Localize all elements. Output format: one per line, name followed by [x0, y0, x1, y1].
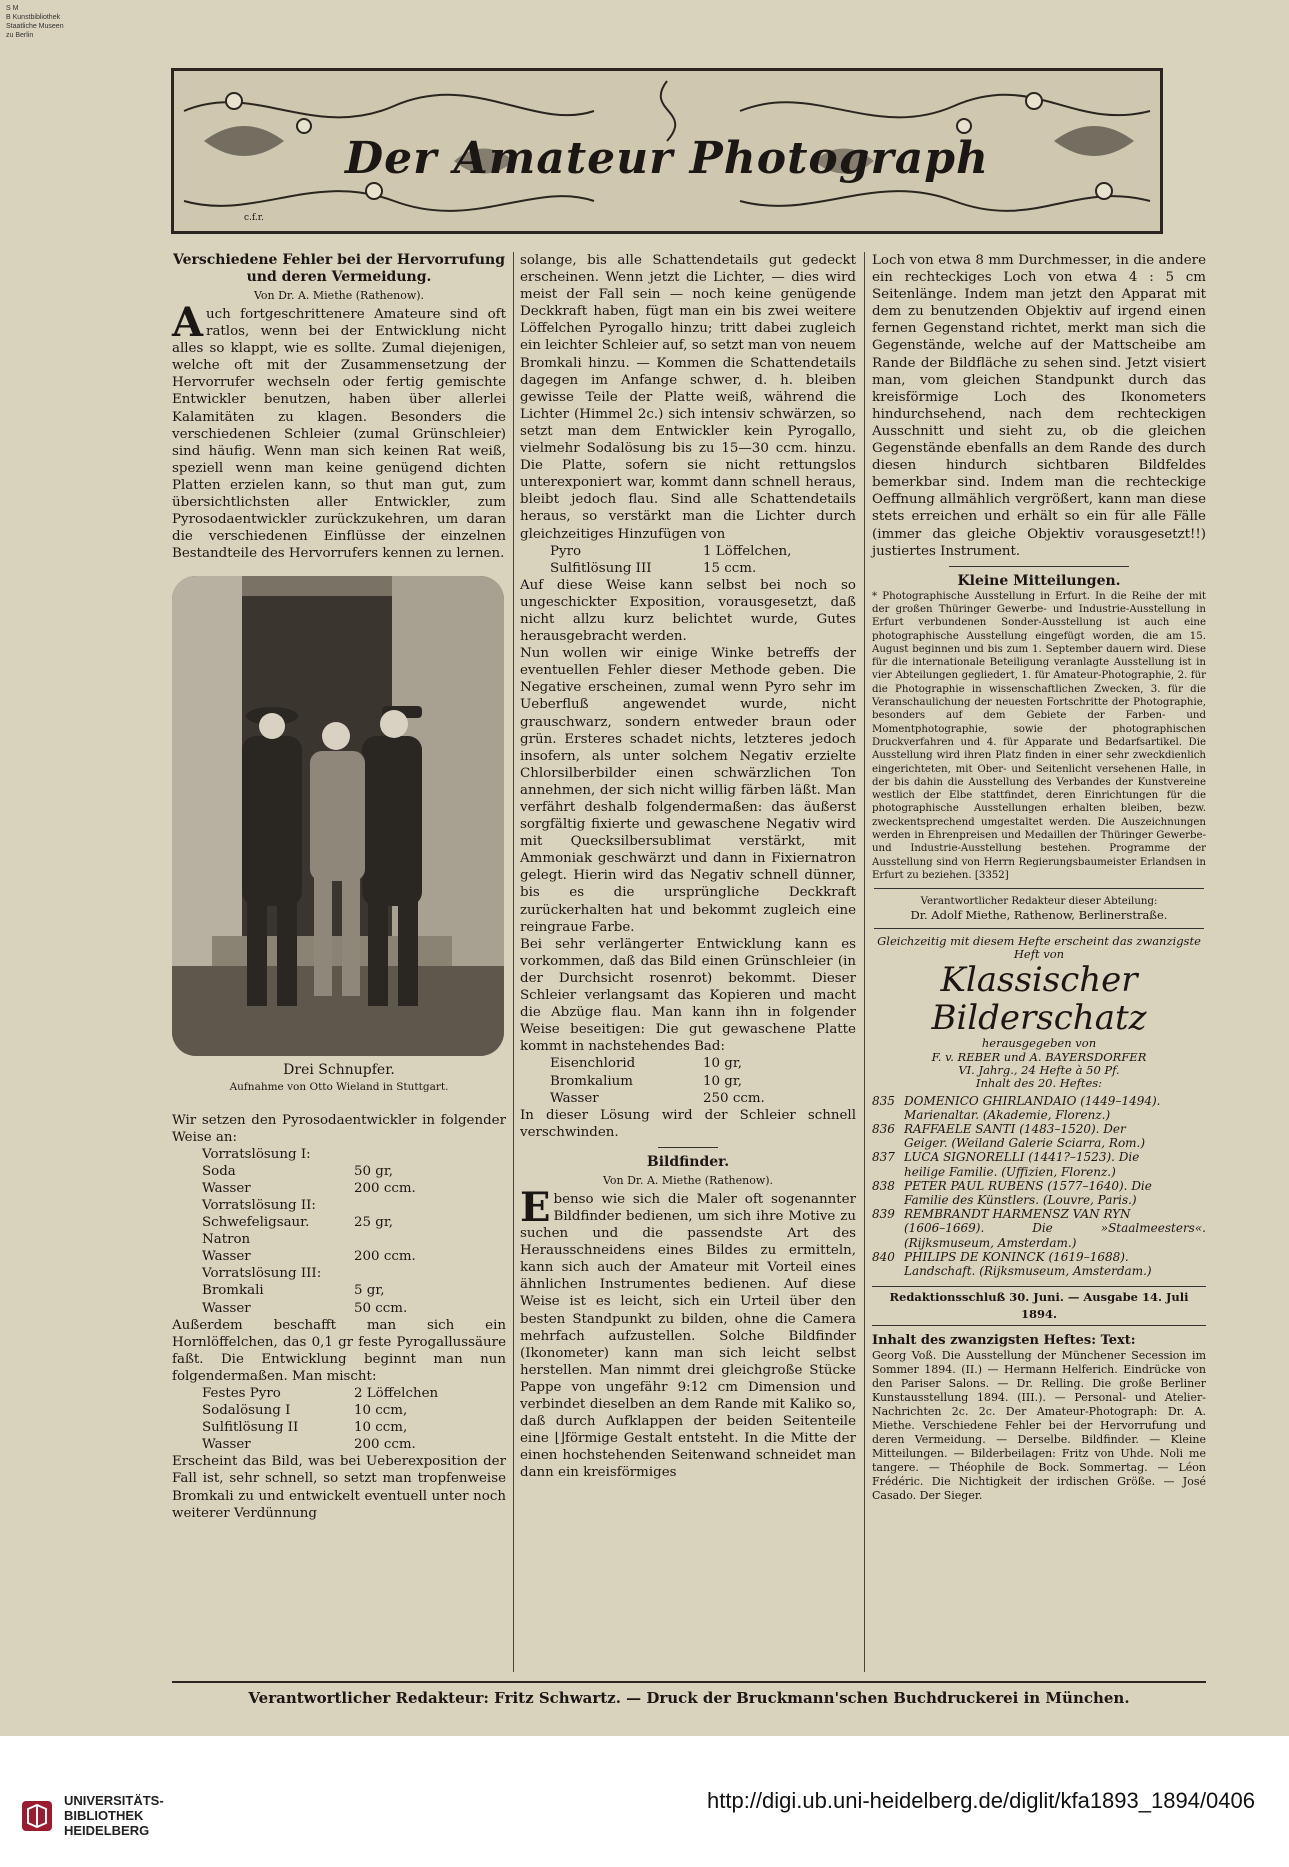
stamp-line: Staatliche Museen: [6, 23, 64, 30]
paragraph: Außerdem beschafft man sich ein Hornlöffelchen, das 0,1 gr feste Pyrogallussäure faßt. Die Entwicklung beginnt man nun folgendermaßen. Man mischt:: [172, 1317, 506, 1384]
recipe-item: Pyro: [550, 543, 582, 559]
notice: Gleichzeitig mit diesem Hefte erscheint das zwanzigste Heft von: [877, 933, 1201, 962]
recipe-item: Wasser: [550, 1090, 599, 1106]
publication-price: VI. Jahrg., 24 Hefte à 50 Pf.: [958, 1063, 1120, 1077]
drop-cap: E: [520, 1183, 551, 1231]
paragraph: Bei sehr verlängerter Entwicklung kann es vorkommen, daß das Bild einen Grünschleier (in der Durchsicht rosenrot) bekommt. Dieser Schleier verlangsamt das Kopieren und macht die Abzüge flau. Man kann ihn in folgender Weise beseitigen: Die gut gewaschene Platte kommt in nachstehendes Bad:: [520, 936, 856, 1055]
photo-frame: [172, 576, 504, 1056]
entry-number: 839: [872, 1207, 895, 1222]
recipe-amount: 10 ccm,: [354, 1420, 408, 1436]
stamp-line: zu Berlin: [6, 32, 34, 39]
library-stamp: [6, 4, 64, 40]
paragraph-text: benso wie sich die Maler oft sogenannter Bildfinder bedienen, um sich ihre Motive zu suchen und die passendste Art des Herausschneidens eines Bildes zu ermitteln, kann sich auch der Amateur mit Vorteil eines ähnlichen Instrumentes bedienen. Auf diese Weise ist es leicht, sich ein Urteil über den besten Standpunkt zu bilden, ohne die Camera mehrfach aufzustellen. Solche Bildfinder (Ikonometer) kann man sich leicht selbst herstellen. Man nimmt drei gleichgroße Stücke Pappe von ungefähr 9:12 cm Dimension und verbindet dieselben an dem Rande mit Kaliko so, daß durch Aufklappen der beiden Seitenteile eine ⌊⌋förmige Gestalt entsteht. In die Mitte der einen hochstehenden Seitenwand schneidet man dann ein kreisförmiges: [520, 1191, 856, 1481]
recipe-amount: 10 gr,: [703, 1073, 743, 1089]
paragraph: solange, bis alle Schattendetails gut gedeckt erscheinen. Wenn jetzt die Lichter, — dies wird meist der Fall sein — noch keine genügende Deckkraft haben, fügt man ein bis zwei weitere Löffelchen Pyrogallo hinzu; tritt dabei zugleich ein leichter Schleier auf, so setzt man von neuem Bromkali hinzu. — Kommen die Schattendetails dagegen im Anfange schwer, d. h. bleiben gewisse Teile der Platte weiß, während die Lichter (Himmel 2c.) sich intensiv schwärzen, so setzt man dem Entwickler kein Pyrogallo, vielmehr Sodalösung bis zu 15—30 ccm. hinzu. Die Platte, sofern sie nicht rettungslos unterexponiert war, kommt dann schnell heraus, bleibt jedoch flau. Sind alle Schattendetails heraus, so verstärkt man die Lichter durch gleichzeitiges Hinzufügen von: [520, 253, 856, 542]
recipe-mix-2: [520, 1055, 856, 1106]
publication-contents-label: Inhalt des 20. Heftes:: [975, 1076, 1103, 1091]
recipe-item: Wasser: [202, 1300, 251, 1316]
publication-entry: [872, 1094, 1206, 1122]
recipe-item: Sulfitlösung III: [550, 560, 652, 576]
masthead-signature: c.f.r.: [244, 213, 264, 223]
recipe-item: Wasser: [202, 1180, 251, 1196]
column-rule: [864, 252, 865, 1672]
article-title: Verschiedene Fehler bei der Hervorrufung und deren Vermeidung.: [173, 252, 505, 285]
recipe-item: Wasser: [202, 1249, 251, 1265]
recipe-item: Soda: [202, 1163, 236, 1179]
photo-three-men: [172, 576, 504, 1056]
logo-line: BIBLIOTHEK: [64, 1808, 144, 1823]
publication-entry: [872, 1179, 1206, 1207]
entry-title: RAFFAELE SANTI (1483–1520). Der: [904, 1122, 1126, 1136]
paragraph: Auf diese Weise kann selbst bei noch so ungeschickter Exposition, vorausgesetzt, daß nicht allzu kurz belichtet wurde, Gutes herausgebracht werden.: [520, 577, 856, 645]
entry-number: 836: [872, 1122, 895, 1136]
publication-entry: [872, 1150, 1206, 1178]
intro-text: uch fortgeschrittenere Amateure sind oft ratlos, wenn bei der Entwicklung nicht alles so klappt, wie es sollte. Zumal diejenigen, welche oft mit der Zusammensetzung der Hervorrufer wechseln oder fertig gemischte Entwickler benutzen, haben über allerlei Kalamitäten zu klagen. Besonders die verschiedenen Schleier (zumal Grünschleier) sind häufig. Wenn man sich keinen Rat weiß, speziell wenn man keine genügend dichten Platten erzielen kann, so thut man gut, zum übersichtlichsten aller Entwickler, zum Pyrosodaentwickler zurückzukehren, um daran die verschiedenen Einflüsse der einzelnen Bestandteile des Hervorrufers kennen zu lernen.: [172, 307, 506, 562]
recipe-amount: 25 gr,: [354, 1215, 394, 1231]
news-text: * Photographische Ausstellung in Erfurt. In die Reihe der mit der großen Thüringer Gewerbe- und Industrie-Ausstellung in Erfurt verbundenen Sonder-Ausstellung ist auch eine photographische Ausstellung eingefügt worden, die am 15. August beginnen und bis zum 1. September dauern wird. Diese für die internationale Beteiligung veranlagte Ausstellung ist in vier Abteilungen gegliedert, 1. für Amateur-Photographie, 2. für die Photographie in wissenschaftlichen Zwecken, 3. für die Veranschaulichung der neuesten Fortschritte der Photographie, besonders auf dem Gebiete der Farben- und Momentphotographie, sowie der photographischen Druckverfahren und 4. für Apparate und Bedarfsartikel. Die Ausstellung wird ihren Platz finden in einer sehr zweckdienlich eingerichteten, mit Ober- und Seitenlicht versehenen Halle, in der bis dahin die Ausstellung des Verbandes der Kunstvereine westlich der Elbe stattfindet, deren Einrichtungen für die photographische Ausstellungen erhalten bleiben, bezw. zweckentsprechend umgestaltet werden. Die Auszeichnungen werden in Ehrenpreisen und Medaillen der Thüringer Gewerbe- und Industrie-Ausstellung bestehen. Programme der Ausstellung sind von Herrn Regierungsbaumeister Erlandsen in Erfurt zu beziehen.: [872, 590, 1206, 881]
masthead-title: Der Amateur Photograph: [345, 133, 989, 184]
entry-detail: Familie des Künstlers. (Louvre, Paris.): [904, 1193, 1137, 1208]
column-rule: [513, 252, 514, 1672]
paragraph: Erscheint das Bild, was bei Ueberexposition der Fall ist, sehr schnell, so setzt man tropfenweise Bromkali zu und entwickelt eventuell unter noch weiterer Verdünnung: [172, 1454, 506, 1521]
recipe-amount: 10 gr,: [703, 1056, 743, 1072]
source-url-link[interactable]: http://digi.ub.uni-heidelberg.de/diglit/kfa1893_1894/0406: [707, 1788, 1255, 1813]
article-byline: Von Dr. A. Miethe (Rathenow).: [253, 289, 425, 302]
logo-line: UNIVERSITÄTS-: [64, 1793, 164, 1808]
divider: [874, 888, 1204, 889]
recipe-item: Sulfitlösung II: [202, 1420, 299, 1436]
publication-title: Klassischer Bilderschatz: [931, 960, 1147, 1039]
publication-entry: [872, 1207, 1206, 1250]
recipe-amount: 50 ccm.: [354, 1300, 408, 1316]
article-byline: Von Dr. A. Miethe (Rathenow).: [602, 1173, 774, 1187]
recipe-amount: 50 gr,: [354, 1163, 394, 1179]
recipe-amount: 5 gr,: [354, 1283, 385, 1299]
recipe-item: Bromkalium: [550, 1073, 633, 1089]
recipe-item: Wasser: [202, 1437, 251, 1453]
recipe-item: Festes Pyro: [202, 1386, 281, 1401]
contents-list: Georg Voß. Die Ausstellung der Münchener Secession im Sommer 1894. (II.) — Hermann Helferich. Eindrücke von den Pariser Salons. — Dr. Relling. Die große Berliner Kunstausstellung 1894. (III.). — Personal- und Atelier-Nachrichten 2c. 2c. Der Amateur-Photograph: Dr. A. Miethe. Verschiedene Fehler bei der Hervorrufung und deren Vermeidung. — Derselbe. Bildfinder. — Kleine Mitteilungen. — Bilderbeilagen: Fritz von Uhde. Noli me tangere. — Théophile de Bock. Sommertag. — Léon Frédéric. Die Nichtigkeit der irdischen Größe. — José Casado. Der Sieger.: [872, 1349, 1206, 1503]
publication-editors: F. v. REBER und A. BAYERSDORFER: [931, 1049, 1147, 1064]
column-1: [172, 252, 506, 1522]
column-3: [872, 252, 1206, 1503]
recipe-mix-1: [520, 543, 856, 577]
photo-illustration: [172, 576, 504, 1056]
recipe-amount: 200 ccm.: [354, 1437, 416, 1453]
editor-name: Dr. Adolf Miethe, Rathenow, Berlinerstraße.: [910, 907, 1168, 922]
recipe-amount: 250 ccm.: [703, 1090, 765, 1106]
entry-title: DOMENICO GHIRLANDAIO (1449–1494).: [904, 1093, 1161, 1108]
column-2: [520, 252, 856, 1481]
recipe-amount: 2 Löffelchen: [354, 1386, 439, 1401]
stamp-line: B Kunstbibliothek: [6, 14, 61, 21]
contents-title: Inhalt des zwanzigsten Heftes: Text:: [872, 1333, 1136, 1349]
recipe-stock-3: [172, 1282, 506, 1316]
paragraph: In dieser Lösung wird der Schleier schnell verschwinden.: [520, 1107, 856, 1140]
paragraph: [520, 1183, 856, 1482]
entry-detail: heilige Familie. (Uffizien, Florenz.): [904, 1164, 1116, 1179]
entry-number: 838: [872, 1178, 895, 1193]
entry-detail: (1606–1669). Die »Staalmeesters«. (Rijksmuseum, Amsterdam.): [904, 1221, 1206, 1250]
entry-title: PHILIPS DE KONINCK (1619–1688).: [904, 1249, 1129, 1264]
recipe-mix: [172, 1385, 506, 1453]
entry-detail: Marienaltar. (Akademie, Florenz.): [904, 1107, 1111, 1122]
entry-number: 840: [872, 1249, 895, 1264]
publication-sub: herausgegeben von: [981, 1036, 1097, 1051]
entry-title: LUCA SIGNORELLI (1441?–1523). Die: [904, 1150, 1140, 1165]
masthead: [171, 68, 1163, 234]
recipe-item: Schwefeligsaur. Natron: [202, 1215, 310, 1248]
recipe-stock-1: [172, 1163, 506, 1197]
divider: [874, 928, 1204, 929]
page-footer: Verantwortlicher Redakteur: Fritz Schwartz. — Druck der Bruckmann'schen Buchdruckerei in München.: [172, 1681, 1206, 1707]
photo-credit: Aufnahme von Otto Wieland in Stuttgart.: [229, 1080, 449, 1093]
entry-title: REMBRANDT HARMENSZ VAN RYN: [904, 1207, 1131, 1222]
logo-line: HEIDELBERG: [64, 1823, 150, 1838]
recipe-item: Bromkali: [202, 1283, 264, 1299]
entry-title: PETER PAUL RUBENS (1577–1640). Die: [904, 1178, 1152, 1193]
news-ref: [3352]: [974, 869, 1009, 881]
entry-detail: Landschaft. (Rijksmuseum, Amsterdam.): [904, 1264, 1152, 1279]
recipe-amount: 10 ccm,: [354, 1403, 408, 1419]
recipe-amount: 200 ccm.: [354, 1249, 416, 1265]
editor-label: Verantwortlicher Redakteur dieser Abteilung:: [920, 896, 1158, 908]
recipe-amount: 200 ccm.: [354, 1180, 416, 1196]
news-item: [872, 590, 1206, 883]
divider: [658, 1147, 718, 1148]
university-seal-icon: [20, 1799, 54, 1833]
recipe-amount: 1 Löffelchen,: [703, 543, 792, 559]
drop-cap: A: [172, 299, 204, 346]
paragraph: Nun wollen wir einige Winke betreffs der eventuellen Fehler dieser Methode geben. Die Negative erscheinen, zumal wenn Pyro sehr im Ueberfluß angewendet wurde, nicht grauschwarz, sondern entweder braun oder grün. Ersteres schadet nichts, letzteres jedoch insofern, als unter solchem Negativ erzielte Chlorsilberbilder einen schwärzlichen Ton annehmen, der sich nicht willig färben läßt. Man verfährt deshalb folgendermaßen: das äußerst sorgfältig fixierte und gewaschene Negativ wird mit Quecksilbersublimat verstärkt, mit Ammoniak geschwärzt und dann in Fixiernatron gelegt. Hierin wird das Negativ schnell dünner, bis es die ursprüngliche Deckkraft zurückerhalten hat und bekommt zugleich eine reingraue Farbe.: [520, 646, 856, 935]
divider: [949, 566, 1129, 567]
deadline: Redaktionsschluß 30. Juni. — Ausgabe 14. Juli 1894.: [872, 1286, 1206, 1326]
stock-label: Vorratslösung II:: [202, 1197, 316, 1213]
section-title: Kleine Mitteilungen.: [957, 572, 1121, 589]
article-title: Bildfinder.: [646, 1153, 730, 1170]
recipe-amount: 15 ccm.: [703, 560, 757, 576]
article-intro: [172, 299, 506, 562]
recipe-item: Eisenchlorid: [550, 1056, 636, 1072]
stock-label: Vorratslösung III:: [202, 1266, 322, 1282]
stock-label: Vorratslösung I:: [202, 1146, 311, 1162]
paragraph: Loch von etwa 8 mm Durchmesser, in die andere ein rechteckiges Loch von etwa 4 : 5 cm Seitenlänge. Indem man jetzt den Apparat mit dem zu benutzenden Objektiv auf irgend einen fernen Gegenstand richtet, merkt man sich die Gegenstände, welche auf der Mattscheibe am Rande der Bildfläche zu sehen sind. Jetzt visiert man, vom gleichen Standpunkt durch das kreisförmige Loch des Ikonometers hindurchsehend, nach dem rechteckigen Ausschnitt und sieht zu, ob die gleichen Gegenstände ebenfalls an dem Rande des durch diesen hindurch sichtbaren Bildfeldes bemerkbar sind. Indem man die rechteckige Oeffnung allmählich vergrößert, kann man diese stets erreichen und erhält so ein für alle Fälle (immer das gleiche Objektiv vorausgesetzt!!) justiertes Instrument.: [872, 253, 1206, 559]
photo-caption: Drei Schnupfer.: [283, 1062, 395, 1079]
stamp-line: S M: [6, 5, 19, 12]
entry-detail: Geiger. (Weiland Galerie Sciarra, Rom.): [904, 1136, 1146, 1151]
recipe-item: Sodalösung I: [202, 1403, 291, 1419]
paragraph: Wir setzen den Pyrosodaentwickler in folgender Weise an:: [172, 1112, 506, 1145]
university-logo[interactable]: [20, 1793, 164, 1838]
publication-entry: [872, 1250, 1206, 1278]
publication-entry: [872, 1122, 1206, 1150]
university-name: [64, 1793, 164, 1838]
entry-number: 837: [872, 1150, 895, 1165]
recipe-stock-2: [172, 1214, 506, 1265]
entry-number: 835: [872, 1093, 895, 1108]
